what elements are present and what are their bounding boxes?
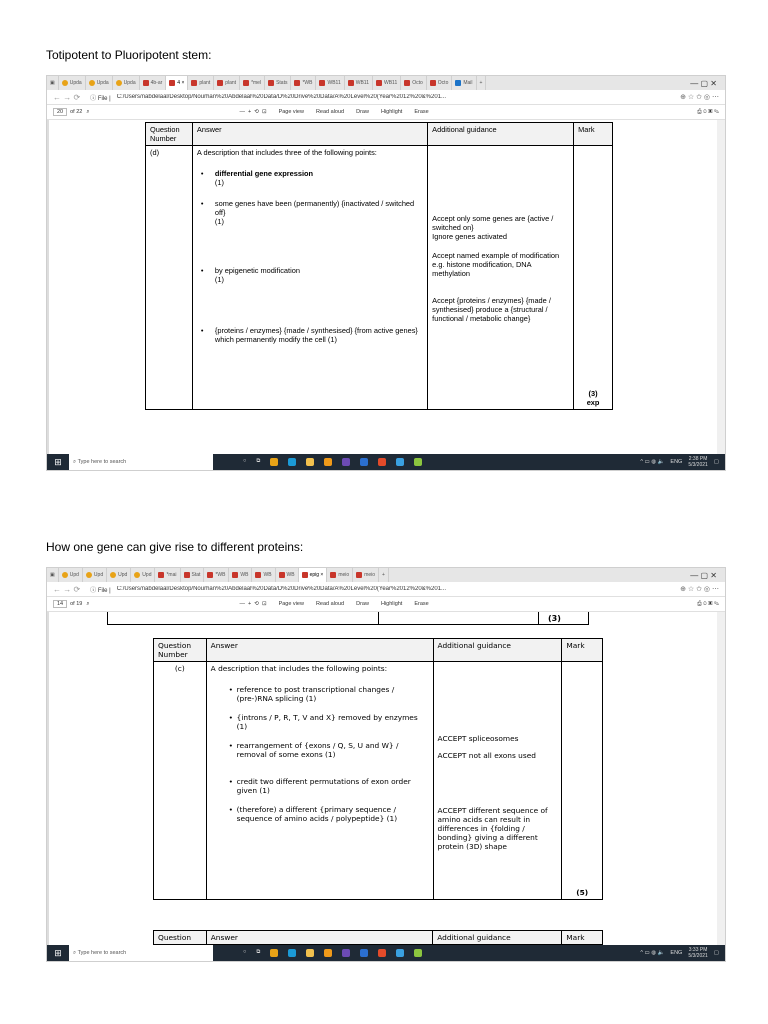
pdf-favicon-icon: [319, 80, 325, 86]
chrome-icon[interactable]: [270, 458, 278, 466]
browser-tab-label: *mel: [251, 80, 262, 86]
header-question-number: Question Number: [146, 123, 193, 146]
browser-tab[interactable]: [204, 568, 229, 582]
zoom-icon[interactable]: — + ⟲ ⊡: [239, 601, 267, 607]
web-favicon-icon: [86, 572, 92, 578]
tray-icons[interactable]: ^ ▭ ◍ 🔈: [640, 459, 665, 465]
browser-tab[interactable]: [240, 76, 265, 90]
screenshot-1: [46, 75, 726, 471]
guidance-text: ACCEPT not all exons used: [437, 751, 536, 760]
info-icon: ⓘ File |: [90, 95, 111, 102]
browser-tab-label: epig ×: [309, 572, 324, 578]
browser-tab[interactable]: [345, 76, 373, 90]
pdf-favicon-icon: [430, 80, 436, 86]
browser-tab-label: meio: [338, 572, 350, 578]
tray-icons[interactable]: ^ ▭ ◍ 🔈: [640, 950, 665, 956]
cortana-icon[interactable]: ○: [243, 458, 247, 464]
browser-tab-label: plant: [199, 80, 211, 86]
browser-tab-label: Upd: [93, 572, 104, 578]
header-guidance: Additional guidance: [428, 123, 574, 146]
browser-tab[interactable]: [155, 568, 180, 582]
page-total: of 22: [70, 109, 83, 115]
header-guidance: Additional guidance: [433, 931, 562, 945]
highlight-button[interactable]: Highlight: [380, 109, 403, 115]
task-view-icon[interactable]: ⧉: [256, 949, 261, 955]
section1-heading: Totipotent to Pluoripotent stem:: [46, 48, 212, 62]
markscheme-table: [145, 122, 613, 410]
new-tab-icon[interactable]: +: [477, 76, 487, 90]
answer-point: • {introns / P, R, T, V and X} removed by enzymes (1): [228, 713, 418, 731]
browser-tools-icon[interactable]: ⊕ ☆ ✩ ◎ ⋯: [680, 94, 719, 101]
total-mark: (3): [588, 389, 598, 398]
answer-point: • differential gene expression (1): [200, 169, 314, 187]
answer-cell: [206, 662, 433, 900]
page-view-button[interactable]: Page view: [278, 601, 304, 607]
taskbar-search-input[interactable]: ⌕ Type here to search: [69, 454, 213, 470]
system-tray: [640, 456, 725, 468]
browser-tab[interactable]: [140, 76, 167, 90]
question-number: (c): [154, 662, 207, 900]
pdf-favicon-icon: [356, 572, 362, 578]
page-view-button[interactable]: Page view: [278, 109, 304, 115]
notification-icon[interactable]: ▢: [713, 950, 719, 956]
teams-icon[interactable]: [342, 949, 350, 957]
browser-tab-label: *WB: [302, 80, 313, 86]
previous-table-remnant: [107, 612, 589, 625]
pdf-favicon-icon: [268, 80, 274, 86]
clock[interactable]: 2:38 PM 5/3/2021: [688, 456, 708, 468]
zoom-icon[interactable]: — + ⟲ ⊡: [239, 109, 267, 115]
question-number: (d): [146, 146, 193, 410]
total-mark: (5): [576, 888, 589, 897]
pdf-favicon-icon: [191, 80, 197, 86]
previous-mark: (3): [548, 614, 561, 623]
browser-tab[interactable]: [452, 76, 476, 90]
header-mark: Mark: [562, 931, 603, 945]
file-explorer-icon[interactable]: [306, 949, 314, 957]
cortana-icon[interactable]: ○: [243, 949, 247, 955]
browser-tab-label: plant: [225, 80, 237, 86]
web-favicon-icon: [110, 572, 116, 578]
browser-tab[interactable]: [59, 568, 83, 582]
url-text[interactable]: C:/Users/nabdelaal/Desktop/Nourhan%20Abdelaal%20Data/D%20Drive%20Data/A%20Level%20(Year%2012%20&%201...: [116, 94, 447, 100]
browser-tab-label: Upd: [69, 572, 79, 578]
read-aloud-button[interactable]: Read aloud: [315, 601, 345, 607]
browser-tab[interactable]: [327, 568, 353, 582]
browser-tab[interactable]: [373, 76, 401, 90]
browser-tab-label: WB: [240, 572, 249, 578]
guidance-text: Accept only some genes are {active / switched on}: [432, 214, 554, 232]
browser-tab[interactable]: [353, 568, 379, 582]
photos-icon[interactable]: [396, 949, 404, 957]
pdf-favicon-icon: [255, 572, 261, 578]
section2-heading: How one gene can give rise to different proteins:: [46, 540, 304, 554]
web-favicon-icon: [134, 572, 140, 578]
browser-tab-label: 4b-ar: [150, 80, 163, 86]
guidance-cell: [428, 146, 574, 410]
web-favicon-icon: [62, 80, 68, 86]
pdf-favicon-icon: [376, 80, 382, 86]
address-bar: [47, 582, 725, 597]
pdf-favicon-icon: [184, 572, 190, 578]
page-number-input[interactable]: 20: [53, 108, 67, 116]
browser-tab[interactable]: [291, 76, 316, 90]
paint-icon[interactable]: [414, 949, 422, 957]
browser-tab[interactable]: [166, 76, 188, 90]
chrome-icon[interactable]: [270, 949, 278, 957]
browser-tab[interactable]: [401, 76, 427, 90]
task-view-icon[interactable]: ⧉: [256, 458, 261, 464]
window-menu-icon[interactable]: ▣: [47, 568, 59, 582]
pdf-toolbar: [47, 597, 725, 612]
browser-tools-icon[interactable]: ⊕ ☆ ✩ ◎ ⋯: [680, 586, 719, 593]
teams-icon[interactable]: [342, 458, 350, 466]
browser-tab[interactable]: [107, 568, 131, 582]
firefox-icon[interactable]: [378, 949, 386, 957]
firefox-icon[interactable]: [378, 458, 386, 466]
answer-point: • some genes have been (permanently) {inactivated / switched off} (1): [200, 199, 415, 226]
pdf-favicon-icon: [302, 572, 308, 578]
browser-tab-label: Upda: [69, 80, 82, 86]
answer-intro: A description that includes three of the following points:: [196, 148, 377, 157]
windows-taskbar: [47, 945, 725, 961]
pdf-favicon-icon: [243, 80, 249, 86]
browser-tab-label: *WB: [215, 572, 226, 578]
url-text[interactable]: C:/Users/nabdelaal/Desktop/Nourhan%20Abdelaal%20Data/D%20Drive%20Data/A%20Level%20(Year%2012%20&%201...: [116, 586, 447, 592]
browser-tab-label: WB11: [327, 80, 341, 86]
browser-tab[interactable]: [229, 568, 252, 582]
pdf-document-area: [47, 612, 725, 945]
window-controls[interactable]: — ▢ ✕: [690, 570, 717, 580]
header-question: Question: [154, 931, 207, 945]
paint-icon[interactable]: [414, 458, 422, 466]
browser-tab[interactable]: [113, 76, 140, 90]
web-favicon-icon: [62, 572, 68, 578]
highlight-button[interactable]: Highlight: [380, 601, 403, 607]
answer-cell: [192, 146, 427, 410]
browser-tab-label: Upd: [118, 572, 128, 578]
answer-point: • (therefore) a different {primary sequence / sequence of amino acids / polypeptide} (1): [228, 805, 398, 823]
guidance-cell: [433, 662, 562, 900]
browser-tab[interactable]: [427, 76, 453, 90]
page-total: of 19: [70, 601, 83, 607]
new-tab-icon[interactable]: +: [379, 568, 389, 582]
pdf-favicon-icon: [169, 80, 175, 86]
pdf-extra-icons[interactable]: ⎙ ⊙ ▣ ✎: [697, 108, 719, 115]
edge-icon[interactable]: [288, 949, 296, 957]
app-icon[interactable]: [324, 458, 332, 466]
answer-point: • rearrangement of {exons / Q, S, U and W} / removal of some exons (1): [228, 741, 399, 759]
system-tray: [640, 947, 725, 959]
taskbar-apps: [243, 458, 422, 466]
browser-tab[interactable]: [59, 76, 86, 90]
edge-icon[interactable]: [288, 458, 296, 466]
pdf-favicon-icon: [158, 572, 164, 578]
taskbar-apps: [243, 949, 422, 957]
pdf-favicon-icon: [217, 80, 223, 86]
answer-intro: A description that includes the following points:: [210, 664, 388, 673]
browser-tab[interactable]: [316, 76, 344, 90]
file-explorer-icon[interactable]: [306, 458, 314, 466]
browser-tab[interactable]: [252, 568, 275, 582]
pdf-document-area: [47, 120, 725, 454]
erase-button[interactable]: Erase: [414, 109, 429, 115]
pdf-extra-icons[interactable]: ⎙ ⊙ ▣ ✎: [697, 600, 719, 607]
browser-tab[interactable]: [276, 568, 299, 582]
guidance-text: Accept named example of modification e.g. histone modification, DNA methylation: [432, 251, 560, 278]
guidance-text: ACCEPT different sequence of amino acids can result in differences in {folding / bonding} giving a different protein (3D) shape: [437, 806, 548, 851]
pdf-favicon-icon: [279, 572, 285, 578]
language-indicator[interactable]: ENG: [670, 950, 683, 956]
window-menu-icon[interactable]: ▣: [47, 76, 59, 90]
windows-start-icon[interactable]: ⊞: [54, 947, 62, 958]
next-table-header: [153, 930, 603, 945]
clock[interactable]: 3:33 PM 5/3/2021: [688, 947, 708, 959]
app-icon[interactable]: [324, 949, 332, 957]
draw-button[interactable]: Draw: [356, 601, 369, 607]
browser-tab-bar: [47, 568, 725, 582]
answer-point: • by epigenetic modification (1): [200, 266, 300, 284]
browser-tab-label: meio: [364, 572, 376, 578]
browser-tab-label: Upda: [96, 80, 109, 86]
guidance-text: Ignore genes activated: [432, 232, 507, 241]
page-number-input[interactable]: 14: [53, 600, 67, 608]
pdf-favicon-icon: [294, 80, 300, 86]
browser-tab-label: Upda: [123, 80, 136, 86]
mail-favicon-icon: [455, 80, 461, 86]
browser-tab-label: Upd: [142, 572, 152, 578]
erase-button[interactable]: Erase: [414, 601, 429, 607]
windows-start-icon[interactable]: ⊞: [54, 456, 62, 467]
browser-tab[interactable]: [265, 76, 291, 90]
search-icon[interactable]: ⌕: [86, 108, 90, 115]
answer-point: • credit two different permutations of exon order given (1): [228, 777, 411, 795]
read-aloud-button[interactable]: Read aloud: [315, 109, 345, 115]
browser-tab-label: Octo: [412, 80, 423, 86]
header-answer: Answer: [192, 123, 427, 146]
answer-point: • reference to post transcriptional changes / (pre-)RNA splicing (1): [228, 685, 395, 703]
browser-tab-label: WB: [263, 572, 272, 578]
back-forward-icon[interactable]: ← → ⟳: [53, 92, 81, 102]
pdf-favicon-icon: [232, 572, 238, 578]
guidance-text: Accept {proteins / enzymes} {made / synthesised} produce a {structural / functional / metabolic change}: [432, 296, 551, 323]
address-bar: [47, 90, 725, 105]
header-answer: Answer: [206, 639, 433, 662]
windows-taskbar: [47, 454, 725, 470]
browser-tab[interactable]: [181, 568, 205, 582]
back-forward-icon[interactable]: ← → ⟳: [53, 584, 81, 594]
pdf-favicon-icon: [330, 572, 336, 578]
taskbar-search-input[interactable]: ⌕ Type here to search: [69, 945, 213, 961]
browser-tab-label: Stats: [276, 80, 288, 86]
pdf-favicon-icon: [404, 80, 410, 86]
pdf-favicon-icon: [207, 572, 213, 578]
browser-tab[interactable]: [188, 76, 214, 90]
browser-tab-label: Mail: [463, 80, 473, 86]
browser-tab[interactable]: [299, 568, 328, 582]
web-favicon-icon: [116, 80, 122, 86]
browser-tab-label: WB11: [355, 80, 369, 86]
browser-tab[interactable]: [86, 76, 113, 90]
mark-cell: [562, 662, 603, 900]
pdf-toolbar: [47, 105, 725, 120]
screenshot-2: [46, 567, 726, 962]
notification-icon[interactable]: ▢: [713, 459, 719, 465]
browser-tab-label: WB: [286, 572, 295, 578]
pdf-favicon-icon: [348, 80, 354, 86]
browser-tab[interactable]: [131, 568, 155, 582]
header-guidance: Additional guidance: [433, 639, 562, 662]
browser-tab-label: *mai: [166, 572, 177, 578]
header-answer: Answer: [206, 931, 433, 945]
browser-tab-bar: [47, 76, 725, 90]
browser-tab-label: Stat: [191, 572, 201, 578]
browser-tab-label: WB11: [383, 80, 398, 86]
mark-cell: [574, 146, 613, 410]
window-controls[interactable]: — ▢ ✕: [690, 78, 717, 88]
header-question-number: Question Number: [154, 639, 207, 662]
language-indicator[interactable]: ENG: [670, 459, 683, 465]
browser-tab[interactable]: [214, 76, 240, 90]
markscheme-table: [153, 638, 603, 900]
search-icon[interactable]: ⌕: [86, 600, 90, 607]
word-icon[interactable]: [360, 949, 368, 957]
mark-note: exp: [586, 398, 600, 407]
guidance-text: ACCEPT spliceosomes: [437, 734, 519, 743]
answer-point: • {proteins / enzymes} {made / synthesised} {from active genes} which permanently modify the cell (1): [200, 326, 418, 344]
draw-button[interactable]: Draw: [356, 109, 369, 115]
header-mark: Mark: [574, 123, 613, 146]
pdf-favicon-icon: [143, 80, 149, 86]
browser-tab[interactable]: [83, 568, 107, 582]
web-favicon-icon: [89, 80, 95, 86]
photos-icon[interactable]: [396, 458, 404, 466]
word-icon[interactable]: [360, 458, 368, 466]
browser-tab-label: 4 ×: [177, 80, 185, 86]
header-mark: Mark: [562, 639, 603, 662]
info-icon: ⓘ File |: [90, 587, 111, 594]
browser-tab-label: Octo: [437, 80, 449, 86]
